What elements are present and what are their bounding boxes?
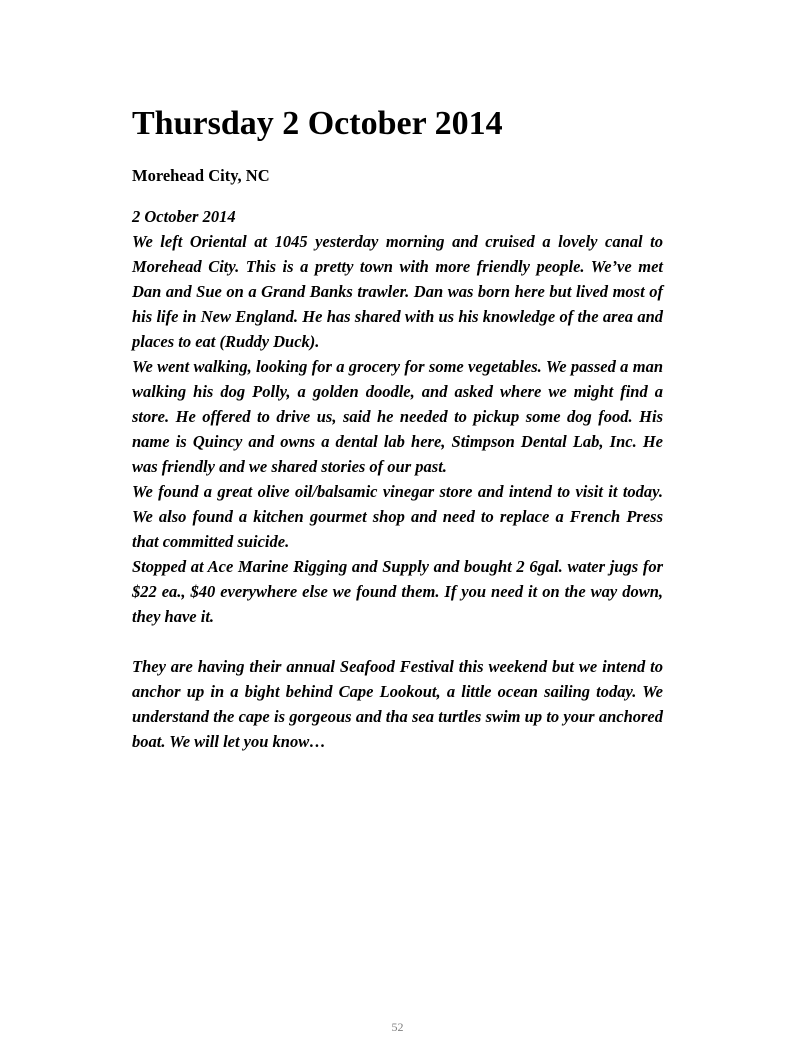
- journal-entry: [132, 204, 663, 754]
- entry-date: 2 October 2014: [132, 207, 236, 226]
- entry-paragraph: We left Oriental at 1045 yesterday morning and cruised a lovely canal to Morehead City. This is a pretty town with more friendly people. We’ve met Dan and Sue on a Grand Banks trawler. Dan was born here but lived most of his life in New England. He has shared with us his knowledge of the area and places to eat (Ruddy Duck).: [132, 232, 663, 351]
- entry-paragraph: They are having their annual Seafood Festival this weekend but we intend to anchor up in a bight behind Cape Lookout, a little ocean sailing today. We understand the cape is gorgeous and tha sea turtles swim up to your anchored boat. We will let you know…: [132, 657, 663, 751]
- page-number: 52: [391, 1020, 404, 1034]
- entry-paragraph: We found a great olive oil/balsamic vinegar store and intend to visit it today. We also found a kitchen gourmet shop and need to replace a French Press that committed suicide.: [132, 482, 663, 551]
- entry-paragraph: We went walking, looking for a grocery for some vegetables. We passed a man walking his dog Polly, a golden doodle, and asked where we might find a store. He offered to drive us, said he needed to pickup some dog food. His name is Quincy and owns a dental lab here, Stimpson Dental Lab, Inc. He was friendly and we shared stories of our past.: [132, 357, 663, 476]
- entry-paragraph: Stopped at Ace Marine Rigging and Supply and bought 2 6gal. water jugs for $22 ea., $40 everywhere else we found them. If you need it on the way down, they have it.: [132, 557, 663, 626]
- location-heading: Morehead City, NC: [132, 166, 270, 185]
- paragraph-spacer: [132, 629, 663, 654]
- page-title: Thursday 2 October 2014: [132, 105, 503, 142]
